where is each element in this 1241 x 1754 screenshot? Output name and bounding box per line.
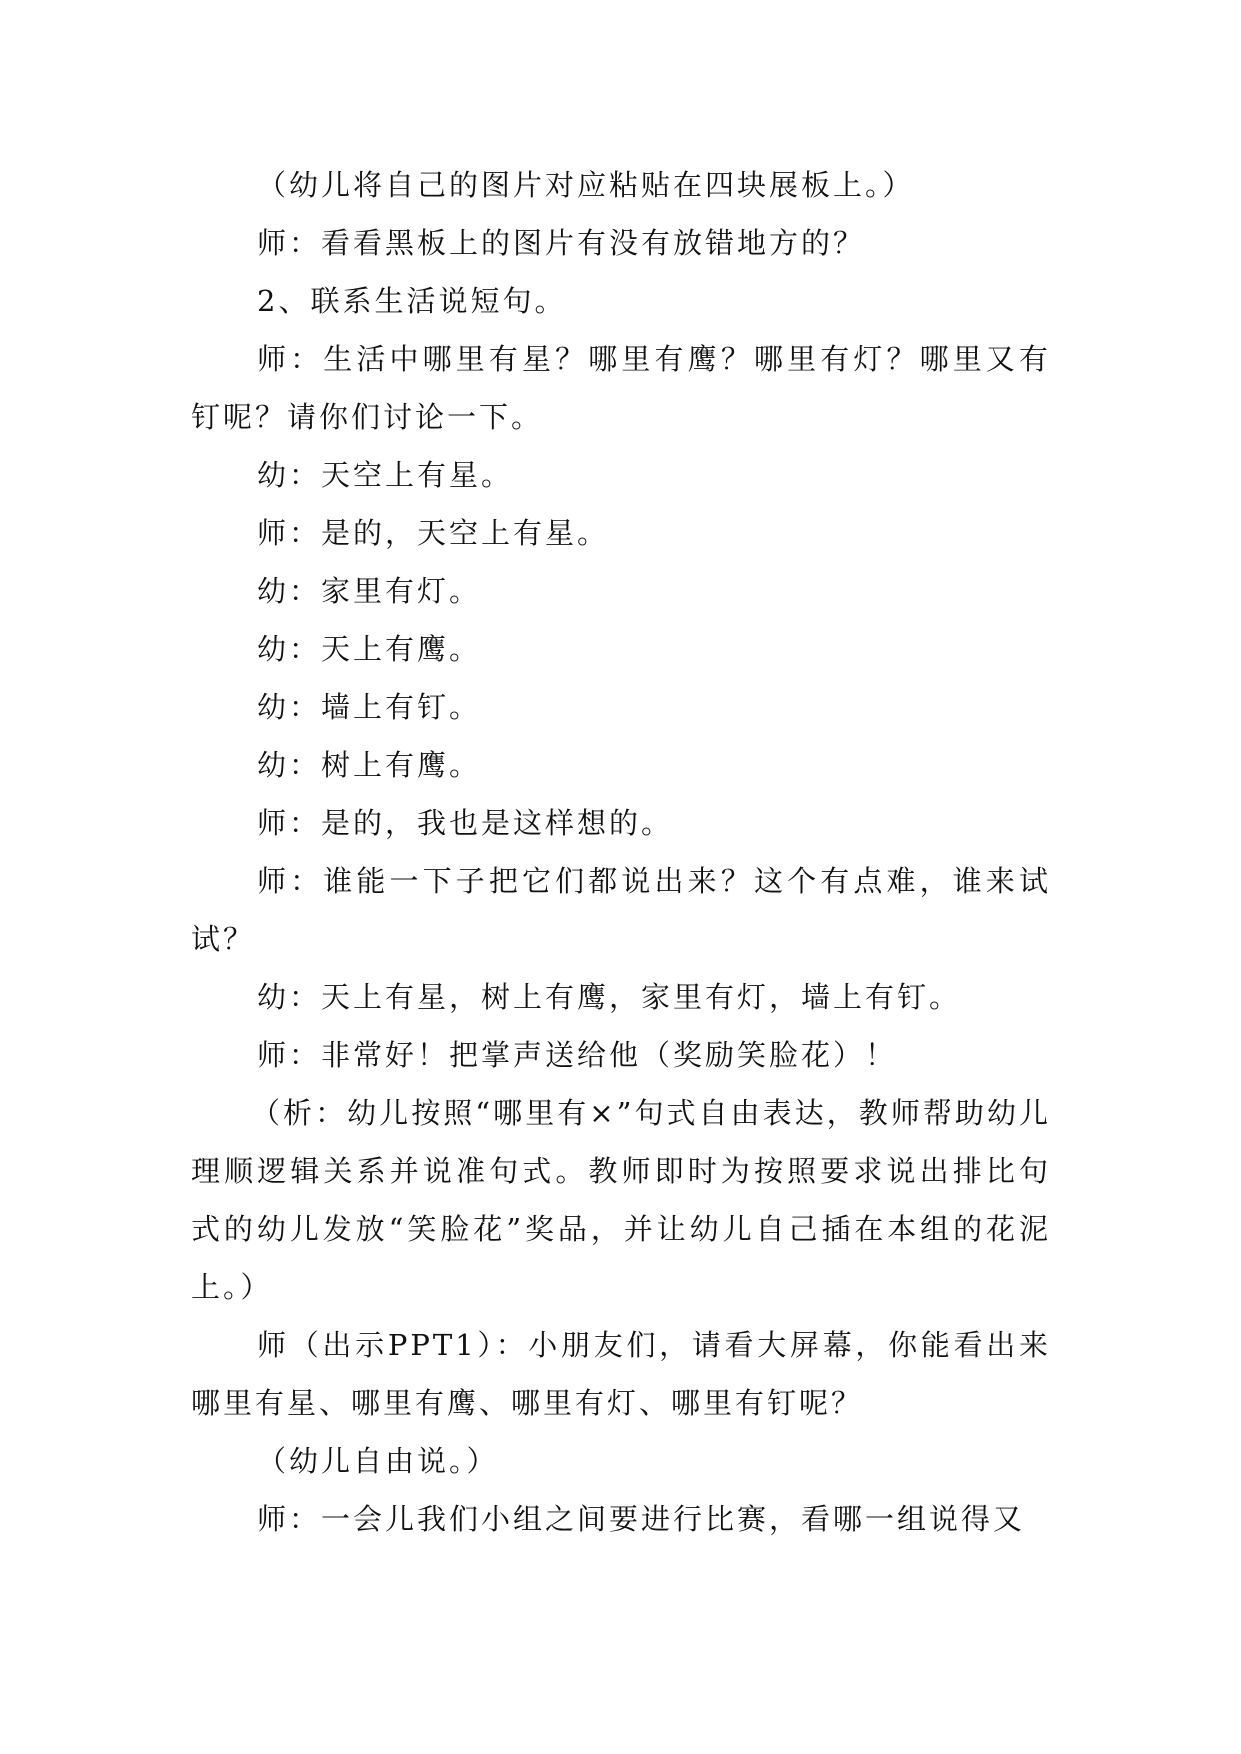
paragraph-4: 师：生活中哪里有星？哪里有鹰？哪里有灯？哪里又有钉呢？请你们讨论一下。 bbox=[191, 342, 1051, 434]
paragraph-10: 幼：树上有鹰。 bbox=[257, 748, 482, 782]
paragraph-16: 师（出示PPT1）：小朋友们，请看大屏幕，你能看出来哪里有星、哪里有鹰、哪里有灯、哪里有钉呢？ bbox=[191, 1328, 1051, 1420]
paragraph-15: （析：幼儿按照“哪里有×”句式自由表达，教师帮助幼儿理顺逻辑关系并说准句式。教师即时为按照要求说出排比句式的幼儿发放“笑脸花”奖品，并让幼儿自己插在本组的花泥上。） bbox=[191, 1096, 1051, 1304]
paragraph-13: 幼：天上有星，树上有鹰，家里有灯，墙上有钉。 bbox=[257, 980, 962, 1014]
paragraph-14: 师：非常好！把掌声送给他（奖励笑脸花）！ bbox=[257, 1038, 898, 1072]
paragraph-2: 师：看看黑板上的图片有没有放错地方的？ bbox=[257, 226, 866, 260]
paragraph-5: 幼：天空上有星。 bbox=[257, 458, 514, 492]
paragraph-1: （幼儿将自己的图片对应粘贴在四块展板上。） bbox=[257, 168, 915, 202]
paragraph-18: 师：一会儿我们小组之间要进行比赛，看哪一组说得又 bbox=[257, 1502, 1026, 1536]
paragraph-11: 师：是的，我也是这样想的。 bbox=[257, 806, 674, 840]
paragraph-7: 幼：家里有灯。 bbox=[257, 574, 482, 608]
document-body bbox=[191, 156, 1051, 1548]
paragraph-12: 师：谁能一下子把它们都说出来？这个有点难，谁来试试？ bbox=[191, 864, 1051, 956]
paragraph-17: （幼儿自由说。） bbox=[257, 1444, 499, 1478]
paragraph-6: 师：是的，天空上有星。 bbox=[257, 516, 610, 550]
paragraph-9: 幼：墙上有钉。 bbox=[257, 690, 482, 724]
paragraph-3: 2、联系生活说短句。 bbox=[257, 284, 567, 318]
paragraph-8: 幼：天上有鹰。 bbox=[257, 632, 482, 666]
